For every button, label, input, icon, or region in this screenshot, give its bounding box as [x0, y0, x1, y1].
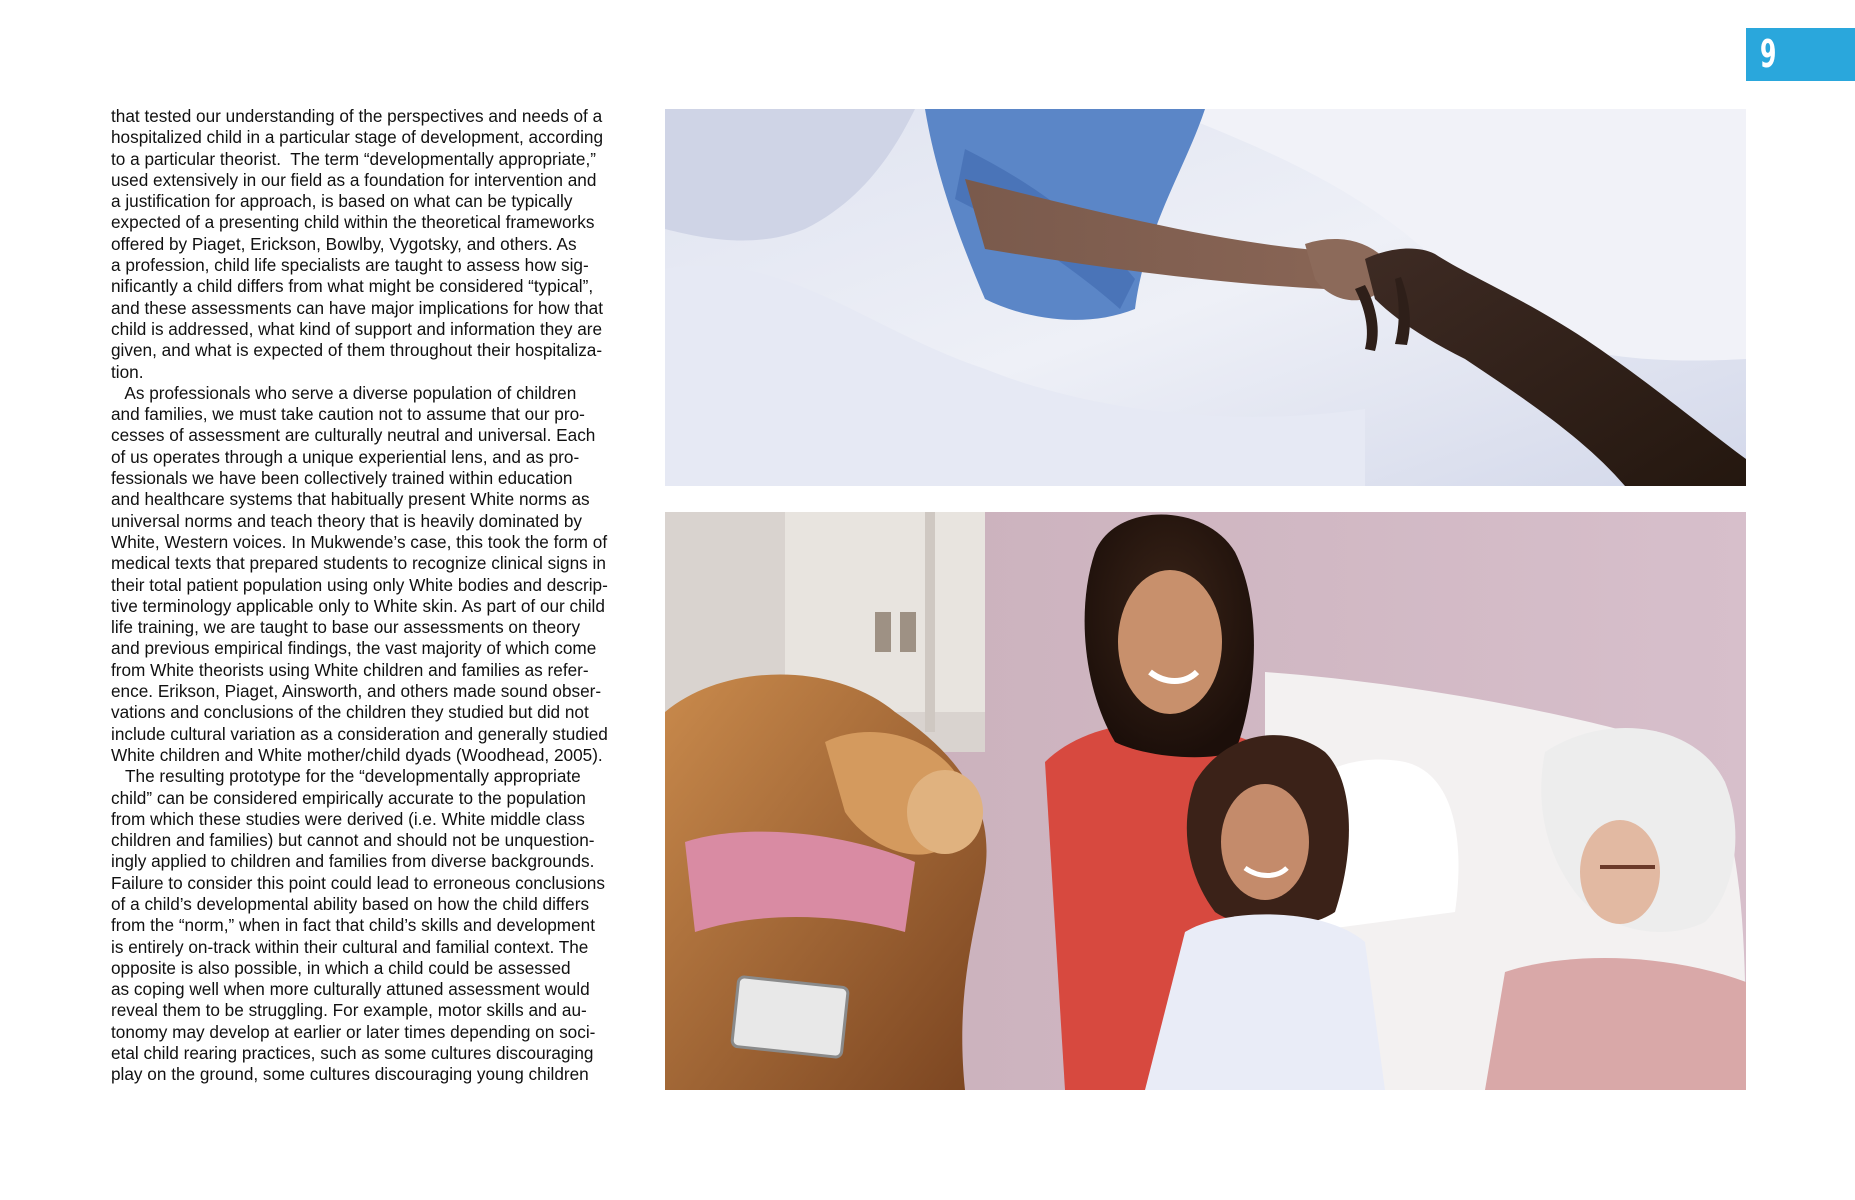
text-line: is entirely on-track within their cultural and familial context. The: [111, 936, 589, 957]
text-line: medical texts that prepared students to recognize clinical signs in: [111, 553, 606, 574]
text-line: ingly applied to children and families from diverse backgrounds.: [111, 851, 595, 872]
text-line: from which these studies were derived (i.e. White middle class: [111, 808, 585, 829]
text-line: White children and White mother/child dyads (Woodhead, 2005).: [111, 744, 603, 765]
text-line: child” can be considered empirically accurate to the population: [111, 787, 586, 808]
text-line: of us operates through a unique experiential lens, and as pro-: [111, 446, 580, 467]
therapy-dog-hospital-room-image: [665, 512, 1746, 1090]
text-line: hospitalized child in a particular stage of development, according: [111, 127, 604, 148]
text-line: that tested our understanding of the perspectives and needs of a: [111, 106, 603, 126]
text-line: opposite is also possible, in which a child could be assessed: [111, 957, 571, 978]
text-line: a profession, child life specialists are taught to assess how sig-: [111, 255, 589, 276]
text-line: as coping well when more culturally attuned assessment would: [111, 979, 590, 1000]
article-paragraph: [111, 106, 651, 383]
text-line: from the “norm,” when in fact that child’s skills and development: [111, 915, 596, 936]
text-line: and healthcare systems that habitually present White norms as: [111, 489, 590, 510]
text-line: As professionals who serve a diverse population of children: [111, 382, 577, 403]
text-line: universal norms and teach theory that is heavily dominated by: [111, 510, 583, 531]
text-line: cesses of assessment are culturally neutral and universal. Each: [111, 425, 596, 446]
article-paragraph: [111, 766, 651, 1085]
photo-holding-hands: [665, 109, 1746, 486]
page-number: 9: [1760, 32, 1777, 76]
text-line: children and families) but cannot and should not be unquestion-: [111, 830, 595, 851]
text-line: child is addressed, what kind of support and information they are: [111, 318, 603, 339]
text-line: of a child’s developmental ability based on how the child differs: [111, 893, 590, 914]
text-line: fessionals we have been collectively trained within education: [111, 468, 573, 489]
text-line: and families, we must take caution not to assume that our pro-: [111, 404, 585, 425]
text-line: tive terminology applicable only to White skin. As part of our child: [111, 595, 605, 616]
text-line: The resulting prototype for the “developmentally appropriate: [111, 766, 581, 787]
text-line: and previous empirical findings, the vast majority of which come: [111, 638, 597, 659]
text-line: used extensively in our field as a foundation for intervention and: [111, 169, 597, 190]
article-body-column: [111, 106, 651, 1086]
text-line: given, and what is expected of them throughout their hospitaliza-: [111, 340, 603, 361]
photo-therapy-dog-visit: [665, 512, 1746, 1090]
text-line: life training, we are taught to base our assessments on theory: [111, 617, 581, 638]
text-line: include cultural variation as a consideration and generally studied: [111, 723, 608, 744]
text-line: tion.: [111, 361, 144, 382]
text-line: ence. Erikson, Piaget, Ainsworth, and others made sound obser-: [111, 681, 602, 702]
text-line: White, Western voices. In Mukwende’s case, this took the form of: [111, 531, 608, 552]
text-line: Failure to consider this point could lead to erroneous conclusions: [111, 872, 605, 893]
article-paragraph: [111, 383, 651, 766]
text-line: a justification for approach, is based on what can be typically: [111, 191, 573, 212]
text-line: their total patient population using only White bodies and descrip-: [111, 574, 608, 595]
hands-in-hospital-bed-image: [665, 109, 1746, 486]
page-number-tab: [1746, 28, 1855, 81]
text-line: etal child rearing practices, such as some cultures discouraging: [111, 1043, 594, 1064]
text-line: nificantly a child differs from what might be considered “typical”,: [111, 276, 594, 297]
text-line: offered by Piaget, Erickson, Bowlby, Vygotsky, and others. As: [111, 233, 577, 254]
text-line: and these assessments can have major implications for how that: [111, 297, 604, 318]
text-line: from White theorists using White children and families as refer-: [111, 659, 589, 680]
text-line: expected of a presenting child within the theoretical frameworks: [111, 212, 595, 233]
text-line: vations and conclusions of the children they studied but did not: [111, 702, 589, 723]
text-line: reveal them to be struggling. For example, motor skills and au-: [111, 1000, 587, 1021]
text-line: tonomy may develop at earlier or later times depending on soci-: [111, 1021, 596, 1042]
text-line: play on the ground, some cultures discouraging young children: [111, 1064, 589, 1085]
text-line: to a particular theorist. The term “developmentally appropriate,”: [111, 148, 596, 169]
